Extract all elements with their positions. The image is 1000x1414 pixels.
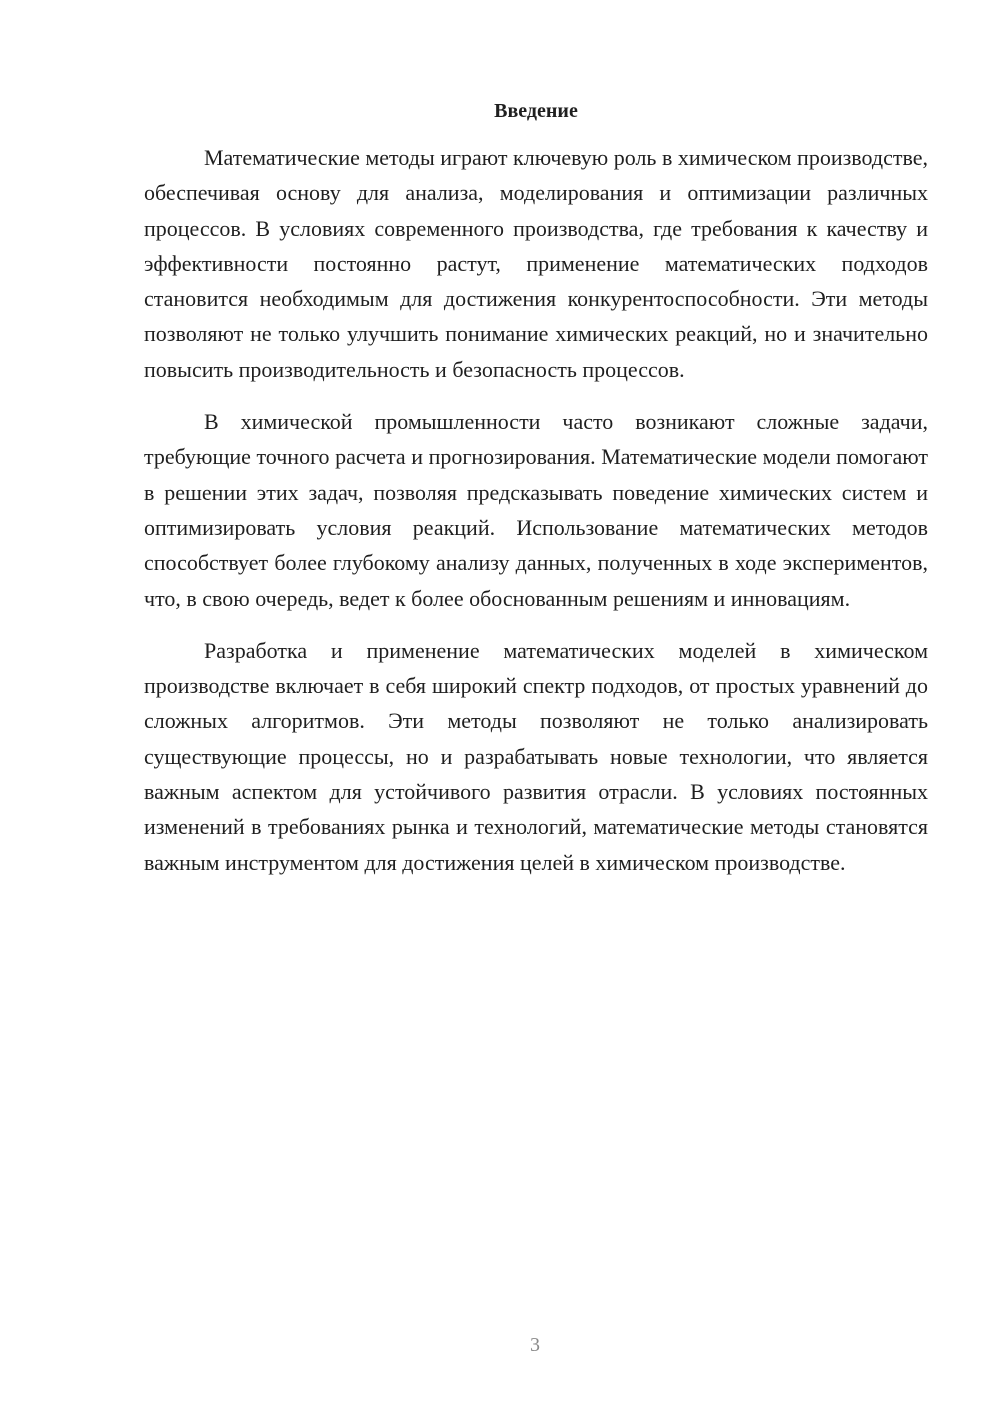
paragraph-1: Математические методы играют ключевую роль в химическом производстве, обеспечивая основу для анализа, моделирования и оптимизации различных процессов. В условиях современного производства, где требования к качеству и эффективности постоянно растут, применение математических подходов становится необходимым для достижения конкурентоспособности. Эти методы позволяют не только улучшить понимание химических реакций, но и значительно повысить производительность и безопасность процессов. xyxy=(144,145,928,382)
paragraph-2: В химической промышленности часто возникают сложные задачи, требующие точного расчета и прогнозирования. Математические модели помогают в решении этих задач, позволяя предсказывать поведение химических систем и оптимизировать условия реакций. Использование математических методов способствует более глубокому анализу данных, полученных в ходе экспериментов, что, в свою очередь, ведет к более обоснованным решениям и инновациям. xyxy=(144,409,928,611)
section-heading: Введение xyxy=(494,100,578,122)
paragraph-3: Разработка и применение математических моделей в химическом производстве включает в себя широкий спектр подходов, от простых уравнений до сложных алгоритмов. Эти методы позволяют не только анализировать существующие процессы, но и разрабатывать новые технологии, что является важным аспектом для устойчивого развития отрасли. В условиях постоянных изменений в требованиях рынка и технологий, математические методы становятся важным инструментом для достижения целей в химическом производстве. xyxy=(144,637,928,875)
page-number: 3 xyxy=(530,1334,540,1356)
page-content xyxy=(144,96,928,897)
